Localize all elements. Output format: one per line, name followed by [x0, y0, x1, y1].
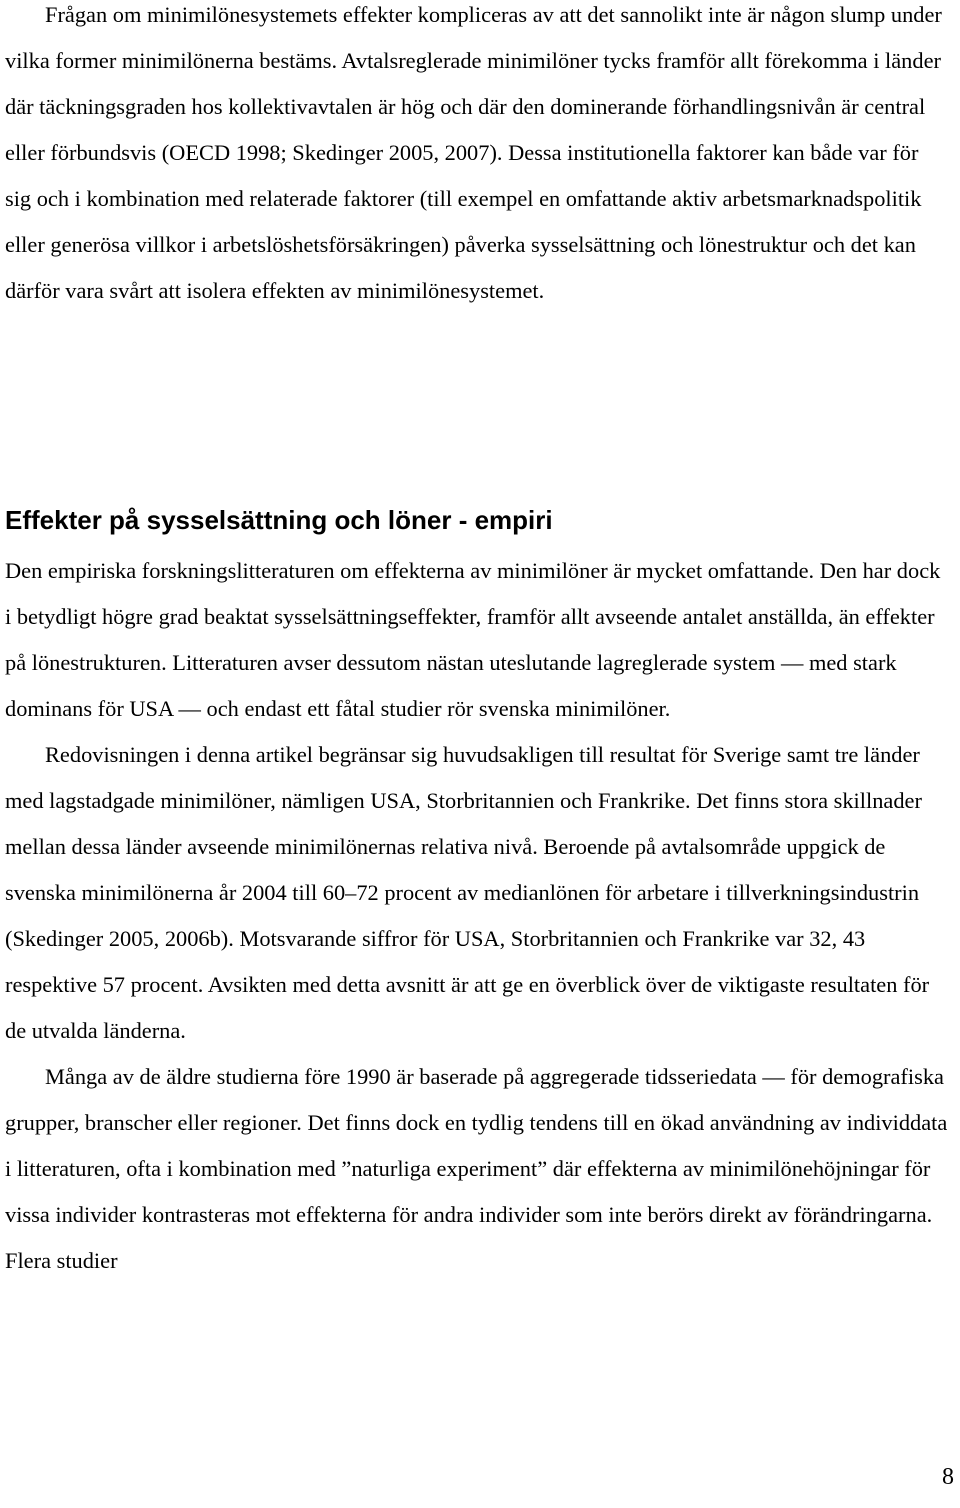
section-heading: Effekter på sysselsättning och löner - empiri [5, 505, 553, 535]
document-page [5, 0, 950, 1273]
body-paragraph-1: Frågan om minimilönesystemets effekter kompliceras av att det sannolikt inte är någon slump under vilka former minimilönerna bestäms. Avtalsreglerade minimilöner tycks framför allt förekomma i länder där täckningsgraden hos kollektivavtalen är hög och där den dominerande förhandlingsnivån är central eller förbundsvis (OECD 1998; Skedinger 2005, 2007). Dessa institutionella faktorer kan både var för sig och i kombination med relaterade faktorer (till exempel en omfattande aktiv arbetsmarknadspolitik eller generösa villkor i arbetslöshetsförsäkringen) påverka sysselsättning och lönestruktur och det kan därför vara svårt att isolera effekten av minimilönesystemet. [5, 2, 942, 303]
section-paragraph-3: Många av de äldre studierna före 1990 är baserade på aggregerade tidsseriedata — för demografiska grupper, branscher eller regioner. Det finns dock en tydlig tendens till en ökad användning av individdata i litteraturen, ofta i kombination med ”naturliga experiment” där effekterna av minimilönehöjningar för vissa individer kontrasteras mot effekterna för andra individer som inte berörs direkt av förändringarna. Flera studier [5, 1064, 948, 1273]
page-number: 8 [942, 1464, 954, 1490]
section-paragraph-2: Redovisningen i denna artikel begränsar sig huvudsakligen till resultat för Sverige samt tre länder med lagstadgade minimilöner, nämligen USA, Storbritannien och Frankrike. Det finns stora skillnader mellan dessa länder avseende minimilönernas relativa nivå. Beroende på avtalsområde uppgick de svenska minimilönerna år 2004 till 60–72 procent av medianlönen för arbetare i tillverkningsindustrin (Skedinger 2005, 2006b). Motsvarande siffror för USA, Storbritannien och Frankrike var 32, 43 respektive 57 procent. Avsikten med detta avsnitt är att ge en överblick över de viktigaste resultaten för de utvalda länderna. [5, 742, 930, 1043]
section-paragraph-1: Den empiriska forskningslitteraturen om effekterna av minimilöner är mycket omfattande. Den har dock i betydligt högre grad beaktat sysselsättningseffekter, framför allt avseende antalet anställda, än effekter på lönestrukturen. Litteraturen avser dessutom nästan uteslutande lagreglerade system — med stark dominans för USA — och endast ett fåtal studier rör svenska minimilöner. [5, 558, 941, 721]
section-body [5, 548, 950, 1284]
